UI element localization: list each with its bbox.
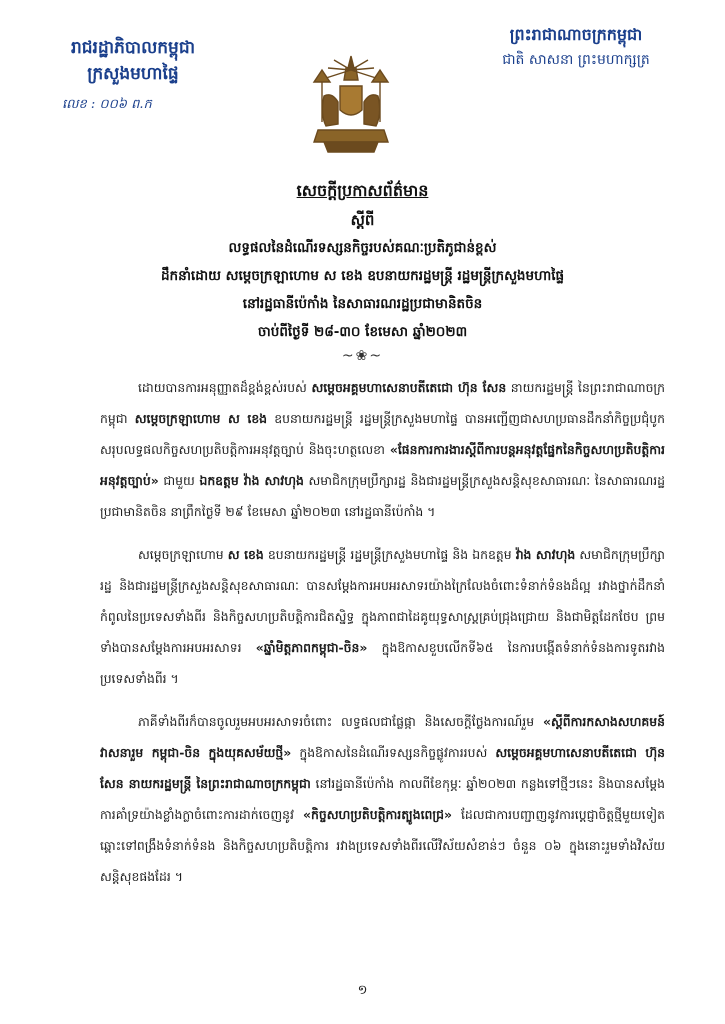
text-span: ដោយបានការអនុញ្ញាតដ៏ខ្ពង់ខ្ពស់របស់ <box>138 380 312 395</box>
text-span: នៅរដ្ឋធានីប៉េកាំង កាលពីខែកុម្ភៈ ឆ្នាំ២០២៣ កន្លងទៅថ្មីៗនេះ និងបានសម្តែងការគាំទ្រយ៉ាងខ្លាំងក្លាចំពោះការដាក់ចេញនូវ <box>100 776 665 822</box>
prime-minister-name: សម្តេចអគ្គមហាសេនាបតីតេជោ ហ៊ុន សែន <box>311 380 507 395</box>
text-span: ក្នុងឱកាសខួបលើកទី៦៥ នៃការបង្កើតទំនាក់ទំនងការទូតរវាងប្រទេសទាំងពីរ ។ <box>100 640 666 686</box>
text-span: ភាគីទាំងពីរក៏បានចូលរួមអបអរសាទរចំពោះ លទ្ធផលជាផ្លែផ្កា និងសេចក្តីថ្លែងការណ៍រួម <box>138 714 543 729</box>
paragraph-1 <box>100 372 665 527</box>
document-type: សេចក្តីប្រកាសព័ត៌មាន <box>296 181 429 200</box>
deputy-pm-name: សម្តេចក្រឡាហោម ស ខេង <box>134 411 268 426</box>
subject-line: នៅរដ្ឋធានីប៉េកាំង នៃសាធារណរដ្ឋប្រជាមានិតចិន <box>242 296 483 312</box>
kingdom-header <box>461 24 691 70</box>
paragraph-2 <box>100 539 665 694</box>
ministry-name: ក្រសួងមហាផ្ទៃ <box>87 64 179 84</box>
friendship-year-title: «ឆ្នាំមិត្តភាពកម្ពុជា-ចិន» <box>255 640 368 655</box>
government-name: រាជរដ្ឋាភិបាលកម្ពុជា <box>70 38 196 58</box>
reference-number: លេខ : ០០៦ ព.ក <box>62 97 152 112</box>
text-span: ឧបនាយករដ្ឋមន្ត្រី រដ្ឋមន្ត្រីក្រសួងមហាផ្ទៃ បានអញ្ជើញជាសហប្រធានដឹកនាំកិច្ចប្រជុំបូកសរុបលទ្ធផលកិច្ចសហប្រតិបត្តិការអនុវត្តច្បាប់ និងចុះហត្ថលេខា <box>100 411 666 457</box>
title-block <box>60 178 665 364</box>
text-span: ក្នុងឱកាសនៃដំណើរទស្សនកិច្ចផ្លូវការរបស់ <box>291 745 496 760</box>
paragraph-3 <box>100 706 665 892</box>
national-motto: ជាតិ សាសនា ព្រះមហាក្សត្រ <box>502 52 650 68</box>
text-span: សម្តេចក្រឡាហោម <box>138 547 228 562</box>
text-span: ដែលជាការបញ្ជាញនូវការប្តេជ្ញាចិត្តថ្មីមួយទៀត ឆ្ពោះទៅពង្រឹងទំនាក់ទំនង និងកិច្ចសហប្រតិបត្តិការ រវាងប្រទេសទាំងពីរលើវិស័យសំខាន់ៗ ចំនួន ០៦ ក្នុងនោះរួមទាំងវិស័យសន្តិសុខផងដែរ ។ <box>100 807 666 884</box>
diamond-cooperation-title: «កិច្ចសហប្រតិបត្តិការត្បូងពេជ្រ» <box>302 807 452 822</box>
kingdom-name: ព្រះរាជាណាចក្រកម្ពុជា <box>509 25 643 44</box>
subject-line: លទ្ធផលនៃដំណើរទស្សនកិច្ចរបស់គណៈប្រតិភូជាន់ខ្ពស់ <box>228 240 497 256</box>
prime-minister-name: សម្តេចអគ្គមហាសេនាបតីតេជោ ហ៊ុន សែន នាយករដ្ឋមន្ត្រី នៃព្រះរាជាណាចក្រកម្ពុជា <box>100 745 665 791</box>
about-label: ស្តីពី <box>350 211 375 229</box>
text-span: សមាជិកក្រុមប្រឹក្សារដ្ឋ និងជារដ្ឋមន្ត្រីក្រសួងសន្តិសុខសាធារណៈ បានសម្តែងការអបអរសាទរយ៉ាងក្រៃលែងចំពោះទំនាក់ទំនងដ៏ល្អ រវាងថ្នាក់ដឹកនាំកំពូលនៃប្រទេសទាំងពីរ និងកិច្ចសហប្រតិបត្តិការជិតស្និទ្ធ ក្នុងភាពជាដៃគូយុទ្ធសាស្ត្រគ្រប់ជ្រុងជ្រោយ និងជាមិត្តដែកថែប ព្រមទាំងបានសម្តែងការអបអរសាទរ <box>100 547 665 655</box>
text-span: ជាមួយ <box>158 473 200 488</box>
deputy-pm-name: ស ខេង <box>227 547 264 562</box>
royal-coat-of-arms-icon <box>304 52 398 158</box>
ministry-header <box>38 36 228 86</box>
subject-line: ចាប់ពីថ្ងៃទី ២៨-៣០ ខែមេសា ឆ្នាំ២០២៣ <box>257 324 468 340</box>
subject-line: ដឹកនាំដោយ សម្តេចក្រឡាហោម ស ខេង ឧបនាយករដ្ឋមន្ត្រី រដ្ឋមន្ត្រីក្រសួងមហាផ្ទៃ <box>160 268 565 284</box>
text-span: ឧបនាយករដ្ឋមន្ត្រី រដ្ឋមន្ត្រីក្រសួងមហាផ្ទៃ និង ឯកឧត្តម <box>263 547 516 562</box>
chinese-minister-name: ឯកឧត្តម វ៉ាង សាវហុង <box>199 473 304 488</box>
body-text <box>100 372 665 904</box>
plan-title: «ផែនការការងារស្តីពីការបន្តអនុវត្តផ្នែកនៃកិច្ចសហប្រតិបត្តិការអនុវត្តច្បាប់» <box>100 442 665 488</box>
joint-statement-title: «ស្តីពីការកសាងសហគមន៍វាសនារួម កម្ពុជា-ចិន ក្នុងយុគសម័យថ្មី» <box>100 714 665 760</box>
text-span: នាយករដ្ឋមន្ត្រី នៃព្រះរាជាណាចក្រកម្ពុជា <box>100 380 665 426</box>
chinese-minister-name: វ៉ាង សាវហុង <box>515 547 576 562</box>
text-span: សមាជិកក្រុមប្រឹក្សារដ្ឋ និងជារដ្ឋមន្ត្រីក្រសួងសន្តិសុខសាធារណៈ នៃសាធារណរដ្ឋប្រជាមានិតចិន នាព្រឹកថ្ងៃទី ២៩ ខែមេសា ឆ្នាំ២០២៣ នៅរដ្ឋធានីប៉េកាំង ។ <box>100 473 666 519</box>
ornament-divider: ~❀~ <box>341 348 384 364</box>
page-number: ១ <box>357 983 368 998</box>
